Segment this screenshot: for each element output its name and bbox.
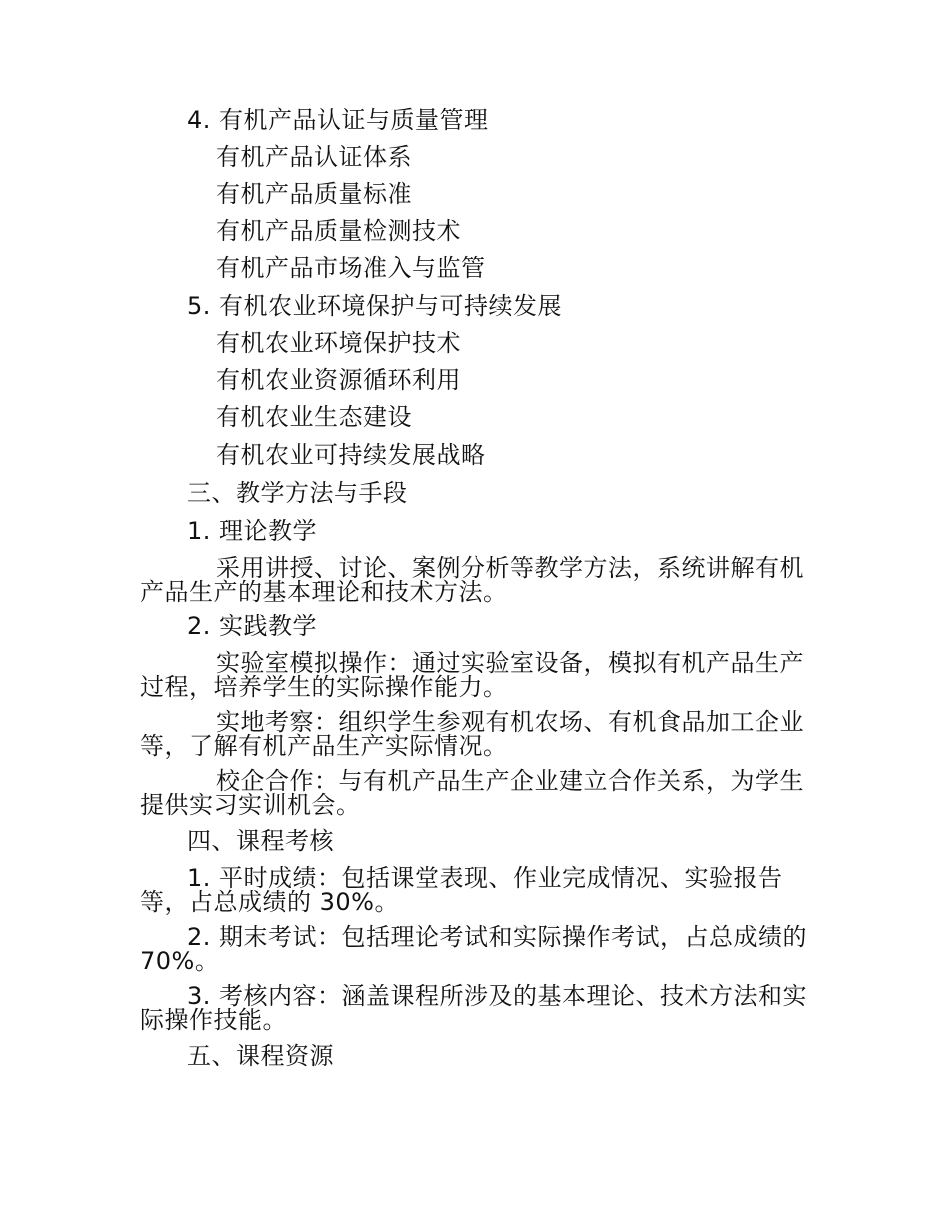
paragraph-coop: 校企合作：与有机产品生产企业建立合作关系，为学生提供实习实训机会。: [140, 767, 804, 819]
paragraph-assessment-3: 3. 考核内容：涵盖课程所涉及的基本理论、技术方法和实际操作技能。: [140, 982, 808, 1034]
paragraph-lab: 实验室模拟操作：通过实验室设备，模拟有机产品生产过程，培养学生的实际操作能力。: [140, 649, 804, 701]
chapter-heading-4: 四、课程考核: [187, 827, 334, 855]
subheading-practice: 2. 实践教学: [187, 612, 318, 640]
list-item: 有机农业生态建设: [216, 403, 412, 431]
subheading-theory: 1. 理论教学: [187, 517, 318, 545]
paragraph-field: 实地考察：组织学生参观有机农场、有机食品加工企业等，了解有机产品生产实际情况。: [140, 708, 804, 760]
chapter-heading-5: 五、课程资源: [187, 1042, 334, 1070]
chapter-heading-3: 三、教学方法与手段: [187, 479, 408, 507]
section-heading-4: 4. 有机产品认证与质量管理: [187, 106, 489, 134]
section-heading-5: 5. 有机农业环境保护与可持续发展: [187, 292, 563, 320]
list-item: 有机农业可持续发展战略: [216, 441, 486, 469]
list-item: 有机产品质量检测技术: [216, 217, 461, 245]
list-item: 有机产品市场准入与监管: [216, 254, 486, 282]
list-item: 有机农业环境保护技术: [216, 329, 461, 357]
paragraph-assessment-2: 2. 期末考试：包括理论考试和实际操作考试，占总成绩的 70%。: [140, 923, 808, 975]
list-item: 有机产品质量标准: [216, 180, 412, 208]
list-item: 有机农业资源循环利用: [216, 366, 461, 394]
paragraph-theory: 采用讲授、讨论、案例分析等教学方法，系统讲解有机产品生产的基本理论和技术方法。: [140, 554, 804, 606]
paragraph-assessment-1: 1. 平时成绩：包括课堂表现、作业完成情况、实验报告等，占总成绩的 30%。: [140, 864, 783, 916]
list-item: 有机产品认证体系: [216, 143, 412, 171]
